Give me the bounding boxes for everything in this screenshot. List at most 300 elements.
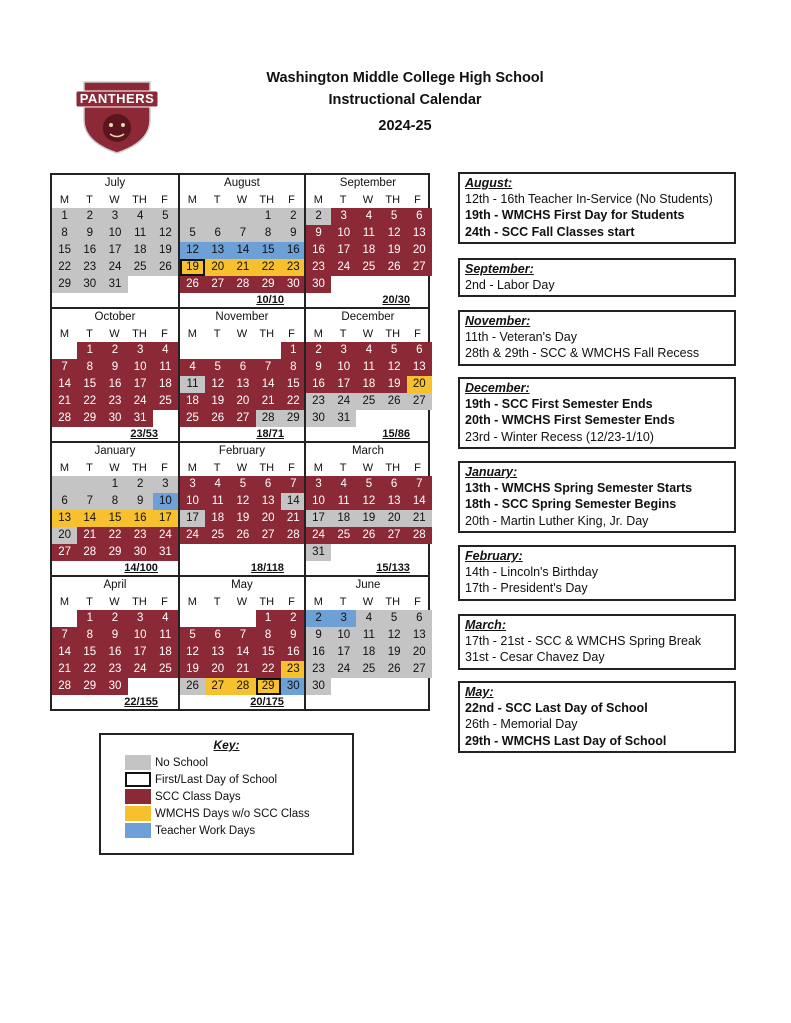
day-cell: 29 [281, 410, 306, 427]
blue-swatch [125, 823, 151, 838]
weekday-header-row [180, 192, 304, 208]
day-cell: 11 [180, 376, 205, 393]
day-cell: 12 [356, 493, 381, 510]
day-cell: 29 [77, 410, 102, 427]
event-line: 23rd - Winter Recess (12/23-1/10) [465, 429, 654, 444]
weekday-header: F [414, 596, 421, 608]
day-cell: 11 [331, 493, 356, 510]
day-cell: 21 [407, 510, 432, 527]
day-cell [153, 276, 178, 293]
day-grid [52, 208, 178, 293]
day-cell: 27 [407, 661, 432, 678]
day-cell: 9 [306, 627, 331, 644]
event-month-heading: February: [465, 549, 523, 563]
day-cell: 21 [230, 259, 255, 276]
events-january [458, 461, 736, 533]
day-cell: 13 [205, 242, 230, 259]
day-cell: 5 [382, 610, 407, 627]
weekday-header: F [414, 194, 421, 206]
day-cell: 9 [102, 359, 127, 376]
day-cell: 30 [281, 678, 306, 695]
day-cell: 18 [153, 376, 178, 393]
day-cell: 24 [331, 393, 356, 410]
weekday-header: F [161, 328, 168, 340]
weekday-header: TH [132, 462, 147, 474]
day-cell [331, 544, 356, 561]
day-cell: 28 [77, 544, 102, 561]
day-cell: 19 [382, 376, 407, 393]
day-cell: 6 [382, 476, 407, 493]
day-cell: 1 [256, 610, 281, 627]
events-november [458, 310, 736, 366]
weekday-header: F [288, 328, 295, 340]
day-cell: 19 [153, 242, 178, 259]
day-cell: 21 [52, 661, 77, 678]
weekday-header: F [414, 462, 421, 474]
day-cell [52, 476, 77, 493]
day-cell: 23 [306, 259, 331, 276]
weekday-header: M [187, 462, 197, 474]
day-cell: 20 [382, 510, 407, 527]
day-cell: 6 [205, 627, 230, 644]
day-cell: 15 [256, 644, 281, 661]
day-cell: 28 [230, 276, 255, 293]
event-month-heading: May: [465, 685, 494, 699]
weekday-header: W [109, 328, 120, 340]
day-cell: 6 [52, 493, 77, 510]
day-cell: 21 [281, 510, 306, 527]
month-block [304, 577, 430, 709]
day-cell: 6 [407, 208, 432, 225]
day-cell: 23 [77, 259, 102, 276]
day-cell: 24 [180, 527, 205, 544]
day-cell: 11 [356, 225, 381, 242]
weekday-header: T [213, 596, 221, 608]
day-cell: 19 [230, 510, 255, 527]
day-cell: 15 [52, 242, 77, 259]
day-cell: 22 [102, 527, 127, 544]
day-cell: 25 [356, 661, 381, 678]
day-cell [52, 342, 77, 359]
day-cell: 3 [180, 476, 205, 493]
quarter-row [52, 575, 428, 709]
day-cell [205, 610, 230, 627]
weekday-header: W [109, 596, 120, 608]
day-cell: 7 [281, 476, 306, 493]
day-grid [306, 342, 430, 427]
day-cell: 16 [281, 242, 306, 259]
day-cell: 10 [153, 493, 178, 510]
day-cell [407, 410, 432, 427]
day-cell: 23 [281, 661, 306, 678]
day-cell [407, 544, 432, 561]
day-cell: 3 [306, 476, 331, 493]
day-cell: 2 [77, 208, 102, 225]
month-block [178, 309, 304, 441]
day-cell: 25 [128, 259, 153, 276]
day-cell: 25 [180, 410, 205, 427]
day-cell: 20 [407, 242, 432, 259]
weekday-header: W [236, 328, 248, 340]
event-month-heading: March: [465, 618, 506, 632]
key-label: WMCHS Days w/o SCC Class [155, 807, 310, 820]
instructional-day-total: 15/133 [376, 562, 410, 574]
day-cell: 19 [382, 242, 407, 259]
instructional-day-total [52, 293, 178, 307]
weekday-header: M [187, 596, 197, 608]
day-cell: 16 [306, 376, 331, 393]
event-line: 17th - President's Day [465, 581, 588, 596]
day-cell [356, 410, 381, 427]
day-cell: 13 [382, 493, 407, 510]
weekday-header: F [288, 596, 295, 608]
day-cell: 2 [281, 610, 306, 627]
day-cell [128, 678, 153, 695]
day-cell: 3 [331, 208, 356, 225]
day-cell: 7 [52, 359, 77, 376]
day-cell: 24 [153, 527, 178, 544]
quarter-row [52, 175, 428, 307]
day-cell [77, 476, 102, 493]
day-cell: 30 [306, 410, 331, 427]
event-line: 17th - 21st - SCC & WMCHS Spring Break [465, 634, 702, 648]
day-cell: 4 [128, 208, 153, 225]
weekday-header: TH [259, 328, 275, 340]
day-cell: 31 [306, 544, 331, 561]
instructional-day-total: 18/118 [250, 562, 284, 574]
day-cell: 31 [102, 276, 127, 293]
day-cell: 17 [180, 510, 205, 527]
weekday-header: M [313, 462, 323, 474]
day-cell: 10 [331, 627, 356, 644]
event-line: 31st - Cesar Chavez Day [465, 650, 605, 665]
day-cell: 16 [77, 242, 102, 259]
gray-swatch [125, 755, 151, 770]
day-cell: 20 [205, 661, 230, 678]
weekday-header: T [86, 462, 93, 474]
event-month-heading: September: [465, 262, 534, 276]
day-cell: 14 [256, 376, 281, 393]
day-cell: 26 [205, 410, 230, 427]
day-cell: 3 [128, 610, 153, 627]
day-cell [230, 208, 255, 225]
day-cell: 29 [52, 276, 77, 293]
day-cell: 17 [306, 510, 331, 527]
weekday-header: T [86, 194, 93, 206]
day-cell: 4 [205, 476, 230, 493]
day-cell: 8 [256, 627, 281, 644]
weekday-header: T [86, 596, 93, 608]
day-cell: 14 [52, 376, 77, 393]
weekday-header: W [236, 462, 248, 474]
weekday-header: F [161, 596, 168, 608]
day-cell: 20 [256, 510, 281, 527]
day-cell [205, 208, 230, 225]
day-cell: 21 [256, 393, 281, 410]
day-cell: 27 [256, 527, 281, 544]
day-cell: 10 [102, 225, 127, 242]
day-cell: 29 [77, 678, 102, 695]
logo-wordmark: PANTHERS [79, 91, 155, 106]
day-cell: 11 [356, 627, 381, 644]
month-name: December [341, 311, 395, 323]
key-item-wmchs-days [125, 805, 310, 822]
event-month-heading: November: [465, 314, 531, 328]
day-cell: 10 [331, 225, 356, 242]
weekday-header: T [339, 194, 347, 206]
day-cell [153, 410, 178, 427]
key-item-teacher-work-days [125, 822, 255, 839]
day-cell: 4 [153, 610, 178, 627]
day-cell: 26 [153, 259, 178, 276]
day-cell: 13 [205, 644, 230, 661]
key-item-first-last-day [125, 771, 277, 788]
day-cell: 8 [256, 225, 281, 242]
day-cell: 10 [128, 359, 153, 376]
weekday-header-row [52, 594, 178, 610]
day-cell: 15 [256, 242, 281, 259]
key-label: No School [155, 756, 209, 769]
events-march [458, 614, 736, 670]
day-cell: 15 [281, 376, 306, 393]
day-cell [230, 544, 255, 561]
day-cell: 16 [102, 376, 127, 393]
day-cell: 2 [306, 610, 331, 627]
day-cell: 25 [356, 393, 381, 410]
weekday-header: M [313, 194, 323, 206]
day-cell: 17 [128, 644, 153, 661]
day-cell: 13 [256, 493, 281, 510]
event-month-heading: December: [465, 381, 530, 395]
day-cell: 5 [382, 208, 407, 225]
day-cell: 18 [180, 393, 205, 410]
day-cell: 4 [356, 208, 381, 225]
key-label: Teacher Work Days [155, 824, 256, 837]
day-cell: 17 [331, 644, 356, 661]
day-cell: 10 [128, 627, 153, 644]
month-block [52, 443, 178, 575]
legend-key [99, 733, 354, 855]
day-cell [180, 208, 205, 225]
event-line: 2nd - Labor Day [465, 278, 555, 292]
weekday-header-row [180, 326, 304, 342]
school-name: Washington Middle College High School [266, 70, 544, 86]
events-december [458, 377, 736, 449]
day-cell: 9 [306, 359, 331, 376]
day-grid [180, 476, 304, 561]
weekday-header: TH [259, 596, 275, 608]
day-cell: 26 [230, 527, 255, 544]
day-cell [180, 544, 205, 561]
day-cell: 9 [306, 225, 331, 242]
day-cell: 24 [331, 661, 356, 678]
day-cell: 22 [256, 661, 281, 678]
day-cell: 7 [52, 627, 77, 644]
day-cell: 11 [128, 225, 153, 242]
day-cell: 14 [281, 493, 306, 510]
day-cell: 3 [102, 208, 127, 225]
day-cell: 2 [102, 610, 127, 627]
day-cell: 28 [52, 410, 77, 427]
weekday-header: F [288, 462, 295, 474]
day-cell: 19 [382, 644, 407, 661]
day-cell: 10 [180, 493, 205, 510]
weekday-header: F [288, 194, 295, 206]
weekday-header-row [52, 460, 178, 476]
day-cell: 20 [205, 259, 230, 276]
day-cell: 29 [256, 678, 281, 695]
weekday-header: W [362, 462, 374, 474]
month-name: February [218, 445, 265, 457]
month-name: June [355, 579, 381, 591]
weekday-header: F [161, 462, 168, 474]
day-cell: 9 [281, 627, 306, 644]
month-block [304, 443, 430, 575]
day-cell [230, 342, 255, 359]
outline-swatch [125, 772, 151, 787]
day-cell: 18 [356, 376, 381, 393]
weekday-header: T [213, 328, 221, 340]
day-cell: 7 [256, 359, 281, 376]
events-august [458, 172, 736, 244]
day-cell: 25 [356, 259, 381, 276]
day-cell: 30 [306, 276, 331, 293]
weekday-header: T [213, 194, 221, 206]
day-cell: 13 [52, 510, 77, 527]
instructional-day-total: 22/155 [124, 696, 158, 708]
day-cell: 12 [205, 376, 230, 393]
day-cell: 26 [180, 678, 205, 695]
day-cell: 21 [52, 393, 77, 410]
day-cell: 3 [128, 342, 153, 359]
day-grid [52, 476, 178, 561]
day-cell: 18 [153, 644, 178, 661]
day-cell: 2 [128, 476, 153, 493]
day-cell: 3 [153, 476, 178, 493]
weekday-header: W [362, 596, 374, 608]
day-cell: 27 [205, 276, 230, 293]
day-cell [356, 276, 381, 293]
weekday-header: M [313, 596, 323, 608]
month-block [178, 577, 304, 709]
event-line: 19th - WMCHS First Day for Students [465, 208, 685, 223]
day-grid [180, 342, 304, 427]
day-cell: 23 [281, 259, 306, 276]
day-cell: 8 [77, 359, 102, 376]
weekday-header-row [180, 594, 304, 610]
weekday-header: W [236, 596, 248, 608]
day-cell: 1 [77, 610, 102, 627]
day-cell: 12 [230, 493, 255, 510]
event-line: 18th - SCC Spring Semester Begins [465, 497, 677, 512]
day-cell [256, 342, 281, 359]
day-cell [331, 276, 356, 293]
day-cell: 21 [230, 661, 255, 678]
weekday-header: M [59, 194, 70, 206]
day-cell: 7 [230, 225, 255, 242]
day-cell [205, 342, 230, 359]
day-cell: 4 [180, 359, 205, 376]
weekday-header: TH [385, 462, 401, 474]
day-cell: 28 [407, 527, 432, 544]
event-line: 20th - WMCHS First Semester Ends [465, 413, 675, 428]
month-name: May [231, 579, 253, 591]
day-cell: 19 [205, 393, 230, 410]
day-cell: 27 [52, 544, 77, 561]
monthly-calendar-grid [50, 173, 430, 711]
day-cell: 4 [331, 476, 356, 493]
day-cell: 29 [256, 276, 281, 293]
day-cell: 13 [407, 359, 432, 376]
month-block [178, 175, 304, 307]
day-cell: 26 [382, 393, 407, 410]
day-cell: 11 [153, 627, 178, 644]
day-cell: 11 [205, 493, 230, 510]
day-cell: 30 [306, 678, 331, 695]
day-cell: 2 [281, 208, 306, 225]
event-line: 24th - SCC Fall Classes start [465, 224, 635, 239]
month-name: April [103, 579, 127, 591]
day-cell: 16 [102, 644, 127, 661]
weekday-header: W [109, 194, 120, 206]
day-cell: 30 [281, 276, 306, 293]
day-cell: 26 [382, 661, 407, 678]
day-cell: 25 [205, 527, 230, 544]
day-cell: 23 [128, 527, 153, 544]
day-cell: 28 [230, 678, 255, 695]
event-line: 20th - Martin Luther King, Jr. Day [465, 513, 649, 528]
day-cell: 27 [230, 410, 255, 427]
day-cell: 29 [102, 544, 127, 561]
day-cell: 25 [153, 661, 178, 678]
weekday-header: TH [132, 596, 147, 608]
event-line: 22nd - SCC Last Day of School [465, 701, 648, 715]
day-cell: 7 [230, 627, 255, 644]
day-cell: 26 [180, 276, 205, 293]
month-block [178, 443, 304, 575]
day-cell: 24 [128, 661, 153, 678]
weekday-header: W [362, 194, 374, 206]
day-cell: 7 [77, 493, 102, 510]
month-name: March [351, 445, 384, 457]
key-item-scc-class-days [125, 788, 241, 805]
day-cell: 17 [128, 376, 153, 393]
day-cell: 16 [128, 510, 153, 527]
key-label: SCC Class Days [155, 790, 241, 803]
day-cell [180, 342, 205, 359]
month-block [304, 309, 430, 441]
day-cell: 4 [356, 610, 381, 627]
day-cell [382, 544, 407, 561]
day-cell: 6 [205, 225, 230, 242]
day-cell: 19 [180, 259, 205, 276]
day-cell: 17 [153, 510, 178, 527]
day-cell [128, 276, 153, 293]
day-cell: 5 [180, 225, 205, 242]
day-grid [52, 610, 178, 695]
day-cell: 16 [306, 242, 331, 259]
day-cell: 31 [153, 544, 178, 561]
day-cell: 28 [281, 527, 306, 544]
day-cell: 30 [102, 678, 127, 695]
day-cell: 14 [230, 242, 255, 259]
month-name: January [94, 445, 136, 457]
weekday-header-row [52, 326, 178, 342]
event-line: 11th - Veteran's Day [465, 330, 577, 344]
month-block [52, 309, 178, 441]
instructional-day-total: 23/53 [130, 428, 158, 440]
day-cell: 30 [128, 544, 153, 561]
